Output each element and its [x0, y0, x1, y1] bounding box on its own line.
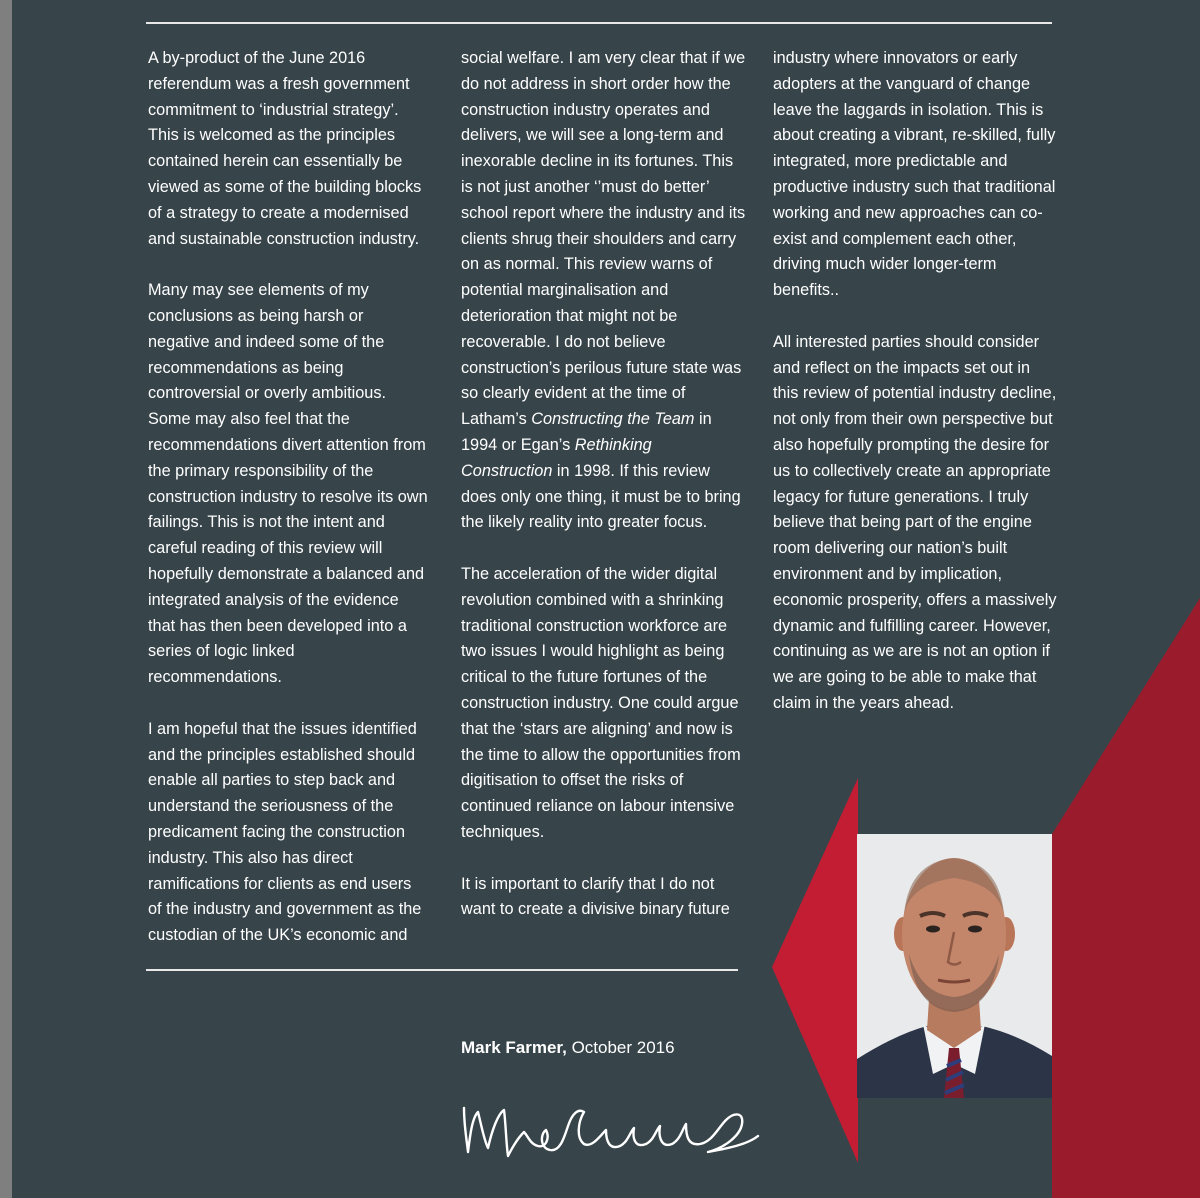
author-name: Mark Farmer,: [461, 1038, 567, 1057]
paragraph: [148, 46, 428, 252]
italic-title: Rethinking Construction: [461, 435, 652, 480]
bottom-rule: [146, 969, 738, 971]
text-column-1: [148, 46, 428, 975]
paragraph: [461, 46, 746, 536]
text-segment: in 1994 or Egan’s: [461, 410, 712, 454]
text-segment: industry where innovators or early adopters at the vanguard of change leave the laggards in isolation. This is about creating a vibrant, re-skilled, fully integrated, more predictable and productive industry such that traditional working and new approaches can co-exist and complement each other, driving much wider longer-term benefits..: [773, 49, 1056, 300]
text-segment: Many may see elements of my conclusions as being harsh or negative and indeed some of the recommendations as being controversial or overly ambitious. Some may also feel that the recommendations divert attention from the primary responsibility of the construction industry to resolve its own failings. This is not the intent and careful reading of this review will hopefully demonstrate a balanced and integrated analysis of the evidence that has then been developed into a series of logic linked recommendations.: [148, 281, 428, 687]
paragraph: [461, 562, 746, 846]
page: [12, 0, 1200, 1198]
paragraph: [773, 330, 1059, 717]
paragraph: [148, 717, 428, 949]
signature-icon: [460, 1086, 760, 1166]
signoff-date: October 2016: [566, 1038, 675, 1057]
text-segment: The acceleration of the wider digital revolution combined with a shrinking traditional construction workforce are two issues I would highlight as being critical to the future fortunes of the construction industry. One could argue that the ‘stars are aligning’ and now is the time to allow the opportunities from digitisation to offset the risks of continued reliance on labour intensive techniques.: [461, 564, 741, 841]
text-column-3: [773, 46, 1059, 743]
text-segment: A by-product of the June 2016 referendum was a fresh government commitment to ‘industrial strategy’. This is welcomed as the principles contained herein can essentially be viewed as some of the building blocks of a strategy to create a modernised and sustainable construction industry.: [148, 49, 422, 248]
paragraph: [461, 872, 746, 924]
top-rule: [146, 22, 1052, 24]
text-segment: I am hopeful that the issues identified and the principles established should enable all parties to step back and understand the seriousness of the predicament facing the construction industry. This also has direct ramifications for clients as end users of the industry and government as the custodian of the UK’s economic and: [148, 719, 422, 945]
paragraph: [773, 46, 1059, 304]
italic-title: Constructing the Team: [531, 410, 695, 429]
text-segment: All interested parties should consider and reflect on the impacts set out in this review of potential industry decline, not only from their own perspective but also hopefully prompting the desire for us to collectively create an appropriate legacy for future generations. I truly believe that being part of the engine room delivering our nation’s built environment and by implication, economic prosperity, offers a massively dynamic and fulfilling career. However, continuing as we are is not an option if we are going to be able to make that claim in the years ahead.: [773, 332, 1057, 712]
text-segment: in 1998. If this review does only one thing, it must be to bring the likely reality into greater focus.: [461, 461, 741, 532]
text-column-2: [461, 46, 746, 949]
paragraph: [148, 278, 428, 691]
signoff: [461, 1038, 675, 1058]
text-segment: social welfare. I am very clear that if we do not address in short order how the construction industry operates and delivers, we will see a long-term and inexorable decline in its fortunes. This is not just another ‘’must do better’ school report where the industry and its clients shrug their shoulders and carry on as normal. This review warns of potential marginalisation and deterioration that might not be recoverable. I do not believe construction’s perilous future state was so clearly evident at the time of Latham’s: [461, 49, 746, 429]
text-segment: It is important to clarify that I do not want to create a divisive binary future: [461, 874, 730, 919]
portrait-photo: [857, 834, 1052, 1098]
